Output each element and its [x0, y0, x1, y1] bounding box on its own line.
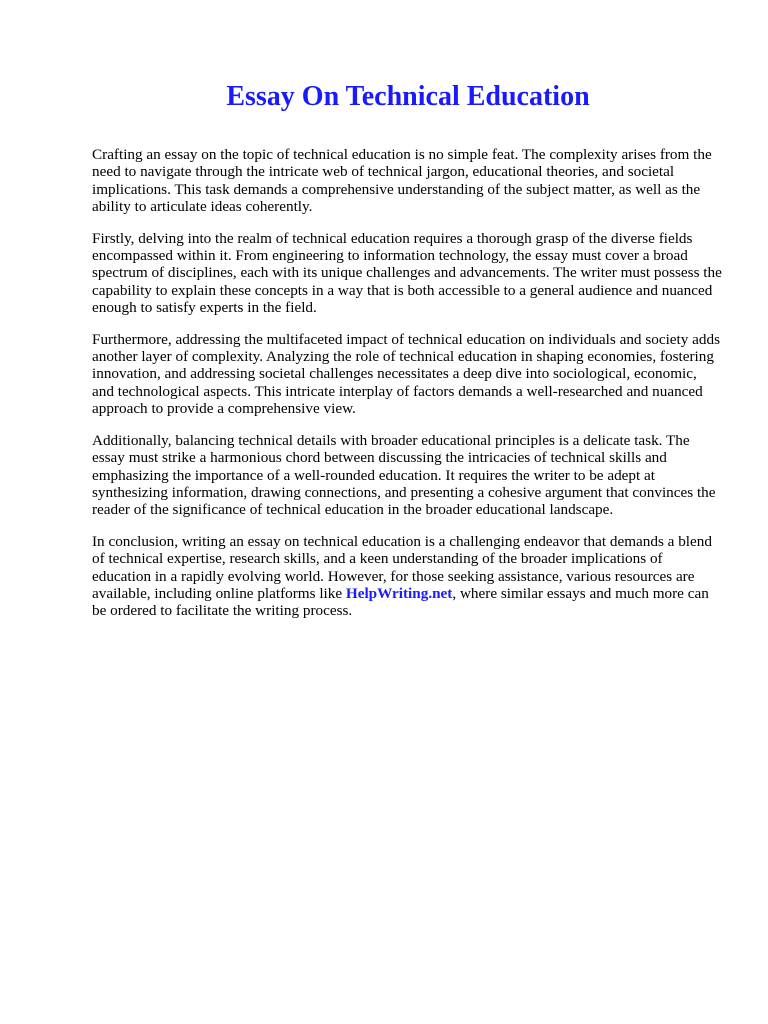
paragraph-additionally: Additionally, balancing technical details with broader educational principles is a delicate task. The essay must strike a harmonious chord between discussing the intricacies of technical skills and emphasizing the importance of a well-rounded education. It requires the writer to be adept at synthesizing information, drawing connections, and presenting a cohesive argument that convinces the reader of the significance of technical education in the broader educational landscape.: [92, 431, 716, 519]
paragraph-firstly: Firstly, delving into the realm of technical education requires a thorough grasp of the diverse fields encompassed within it. From engineering to information technology, the essay must cover a broad spectrum of disciplines, each with its unique challenges and advancements. The writer must possess the capability to explain these concepts in a way that is both accessible to a general audience and nuanced enough to satisfy experts in the field.: [92, 229, 722, 317]
paragraph-intro: Crafting an essay on the topic of technical education is no simple feat. The complexity arises from the need to navigate through the intricate web of technical jargon, educational theories, and societal implications. This task demands a comprehensive understanding of the subject matter, as well as the ability to articulate ideas coherently.: [92, 146, 712, 216]
paragraph-conclusion: [92, 533, 722, 620]
document-body: [92, 146, 722, 634]
paragraph-furthermore: Furthermore, addressing the multifaceted impact of technical education on individuals and society adds another layer of complexity. Analyzing the role of technical education in shaping economies, fostering innovation, and addressing societal challenges necessitates a deep dive into sociological, economic, and technological aspects. This intricate interplay of factors demands a well-researched and nuanced approach to provide a comprehensive view.: [92, 330, 720, 418]
conclusion-text-before-link: In conclusion, writing an essay on technical education is a challenging endeavor that demands a blend of technical expertise, research skills, and a keen understanding of the broader implications of education in a rapidly evolving world. However, for those seeking assistance, various resources are available, including online platforms like: [92, 532, 712, 602]
conclusion-text-after-link: , where similar essays and much more can be ordered to facilitate the writing process.: [92, 584, 709, 620]
helpwriting-link[interactable]: HelpWriting.net: [345, 584, 453, 602]
document-title: Essay On Technical Education: [226, 81, 590, 112]
